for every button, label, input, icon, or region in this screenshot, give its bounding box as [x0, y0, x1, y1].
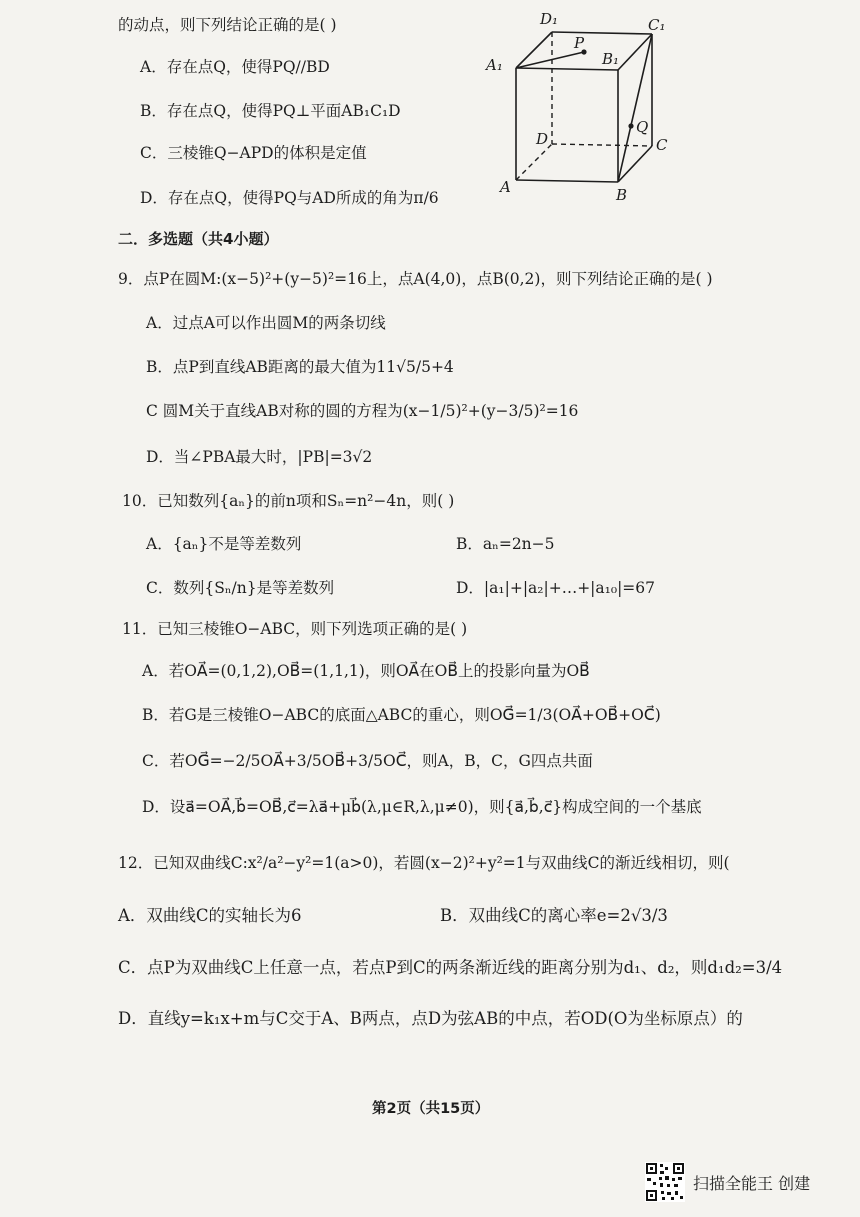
- q11-option-c: C．若OG⃗=−2/5OA⃗+3/5OB⃗+3/5OC⃗，则A，B，C，G四点共面: [142, 752, 593, 770]
- scanner-watermark: 扫描全能王 创建: [693, 1174, 811, 1193]
- q11-option-d: D．设a⃗=OA⃗,b⃗=OB⃗,c⃗=λa⃗+μb⃗(λ,μ∈R,λ,μ≠0)，则{a⃗,b⃗,c⃗}构成空间的一个基底: [142, 798, 702, 816]
- label-q: Q: [636, 118, 649, 136]
- label-c: C: [656, 136, 668, 154]
- q8-intro: 的动点，则下列结论正确的是( ): [118, 16, 337, 34]
- q11-option-a: A．若OA⃗=(0,1,2),OB⃗=(1,1,1)，则OA⃗在OB⃗上的投影向量为OB⃗: [142, 662, 590, 680]
- q8-option-b: B．存在点Q，使得PQ⊥平面AB₁C₁D: [140, 102, 401, 120]
- q8-option-c: C．三棱锥Q−APD的体积是定值: [140, 144, 367, 162]
- q9-option-a: A．过点A可以作出圆M的两条切线: [146, 314, 386, 332]
- cube-diagram: [480, 6, 680, 206]
- q9-option-c: C 圆M关于直线AB对称的圆的方程为(x−1/5)²+(y−3/5)²=16: [146, 402, 579, 420]
- q12-option-a: A．双曲线C的实轴长为6: [118, 906, 302, 925]
- q11-option-b: B．若G是三棱锥O−ABC的底面△ABC的重心，则OG⃗=1/3(OA⃗+OB⃗+OC⃗): [142, 706, 661, 724]
- point-q-dot: [628, 123, 633, 128]
- label-c1: C₁: [648, 16, 666, 34]
- label-a1: A₁: [486, 56, 503, 74]
- label-a: A: [500, 178, 511, 196]
- qr-code-icon: [645, 1162, 685, 1202]
- label-b1: B₁: [602, 50, 620, 68]
- q10-option-a: A．{aₙ}不是等差数列: [146, 535, 302, 553]
- q12-stem: 12．已知双曲线C:x²/a²−y²=1(a>0)，若圆(x−2)²+y²=1与双曲线C的渐近线相切，则(: [118, 854, 730, 872]
- q10-option-c: C．数列{Sₙ/n}是等差数列: [146, 579, 335, 597]
- q12-option-d: D．直线y=k₁x+m与C交于A、B两点，点D为弦AB的中点，若OD(O为坐标原点）的: [118, 1009, 743, 1028]
- q12-option-c: C．点P为双曲线C上任意一点，若点P到C的两条渐近线的距离分别为d₁、d₂，则d₁d₂=3/4: [118, 958, 783, 977]
- q11-stem: 11．已知三棱锥O−ABC，则下列选项正确的是( ): [122, 620, 468, 638]
- section-title: 二．多选题（共4小题）: [118, 230, 279, 248]
- q10-option-b: B．aₙ=2n−5: [456, 535, 555, 553]
- label-p: P: [574, 34, 585, 52]
- q9-option-b: B．点P到直线AB距离的最大值为11√5/5+4: [146, 358, 454, 376]
- page-footer: 第2页（共15页）: [372, 1101, 490, 1117]
- label-d1: D₁: [540, 10, 559, 28]
- q9-option-d: D．当∠PBA最大时，|PB|=3√2: [146, 448, 373, 466]
- q9-stem: 9．点P在圆M:(x−5)²+(y−5)²=16上，点A(4,0)，点B(0,2)，则下列结论正确的是( ): [118, 270, 713, 288]
- q8-option-d: D．存在点Q，使得PQ与AD所成的角为π/6: [140, 189, 439, 207]
- q10-stem: 10．已知数列{aₙ}的前n项和Sₙ=n²−4n，则( ): [122, 492, 455, 510]
- label-d: D: [536, 130, 549, 148]
- q12-option-b: B．双曲线C的离心率e=2√3/3: [440, 906, 668, 925]
- q8-option-a: A．存在点Q，使得PQ//BD: [140, 58, 330, 76]
- q10-option-d: D．|a₁|+|a₂|+…+|a₁₀|=67: [456, 579, 656, 597]
- label-b: B: [616, 186, 628, 204]
